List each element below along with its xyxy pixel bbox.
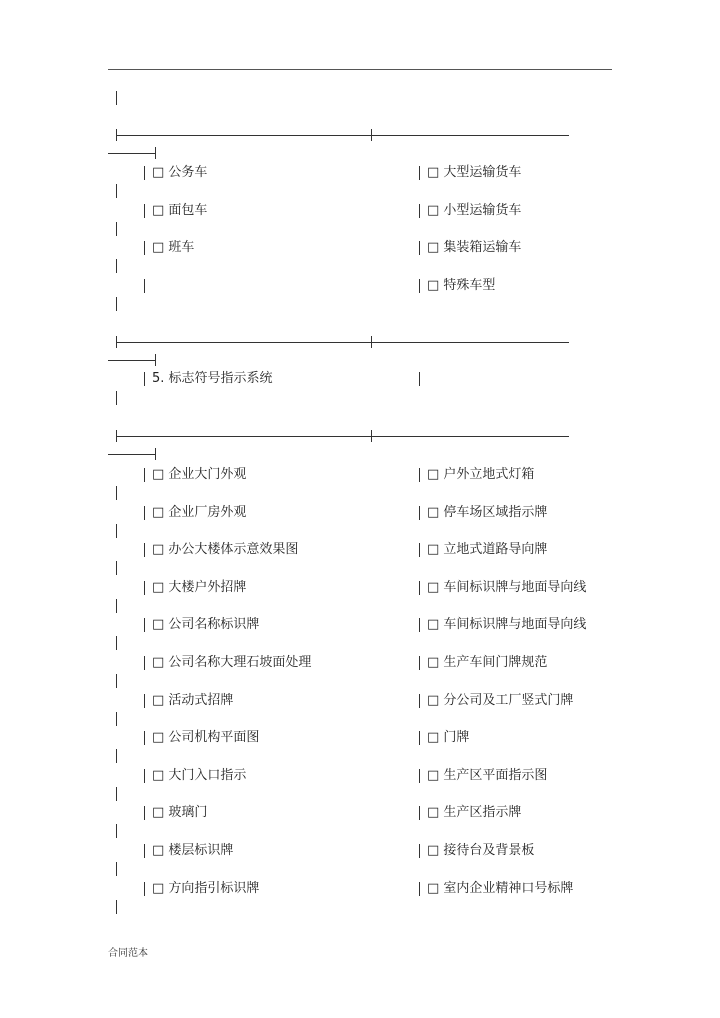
table-border-tick bbox=[155, 147, 156, 159]
row-border bbox=[116, 184, 117, 198]
table-cell-text: □ 公司名称标识牌 bbox=[152, 617, 260, 632]
row-border bbox=[116, 524, 117, 538]
table-cell-text: □ 公务车 bbox=[152, 165, 208, 180]
table-cell-text: □ 门牌 bbox=[427, 730, 470, 745]
cell-border bbox=[419, 506, 420, 520]
table-cell-text: □ 活动式招牌 bbox=[152, 693, 234, 708]
table-cell-text: □ 楼层标识牌 bbox=[152, 843, 234, 858]
cell-border bbox=[144, 581, 145, 595]
table-cell-text: □ 室内企业精神口号标牌 bbox=[427, 881, 574, 896]
cell-border bbox=[144, 204, 145, 218]
table-cell-text: □ 方向指引标识牌 bbox=[152, 881, 260, 896]
table-cell-text: □ 生产区平面指示图 bbox=[427, 768, 548, 783]
table-cell-text: □ 车间标识牌与地面导向线 bbox=[427, 580, 587, 595]
cell-border bbox=[419, 656, 420, 670]
table-cell-text: □ 办公大楼体示意效果图 bbox=[152, 542, 299, 557]
cell-border bbox=[419, 844, 420, 858]
row-border bbox=[116, 561, 117, 575]
table-cell-text: □ 特殊车型 bbox=[427, 278, 496, 293]
row-border bbox=[116, 222, 117, 236]
table-cell-text: □ 公司名称大理石坡面处理 bbox=[152, 655, 312, 670]
cell-border bbox=[144, 543, 145, 557]
cell-border bbox=[419, 166, 420, 180]
table-cell-text: □ 班车 bbox=[152, 240, 195, 255]
cell-border bbox=[144, 468, 145, 482]
table-cell-text: □ 玻璃门 bbox=[152, 805, 208, 820]
cell-border bbox=[419, 882, 420, 896]
cell-border bbox=[419, 806, 420, 820]
cell-border bbox=[144, 241, 145, 255]
table-cell-text: □ 大楼户外招牌 bbox=[152, 580, 247, 595]
footer-label: 合同范本 bbox=[108, 948, 148, 959]
table-cell-text: □ 大门入口指示 bbox=[152, 768, 247, 783]
table-border-line bbox=[116, 135, 569, 136]
row-border bbox=[116, 391, 117, 405]
table-cell-text: □ 小型运输货车 bbox=[427, 203, 522, 218]
row-border bbox=[116, 599, 117, 613]
table-border-tick bbox=[155, 354, 156, 366]
table-cell-text: □ 停车场区域指示牌 bbox=[427, 505, 548, 520]
row-border bbox=[116, 787, 117, 801]
cell-border bbox=[419, 731, 420, 745]
table-cell-text: □ 集装箱运输车 bbox=[427, 240, 522, 255]
cell-border bbox=[144, 844, 145, 858]
cell-border bbox=[419, 694, 420, 708]
table-border-line bbox=[108, 360, 156, 361]
cell-border bbox=[419, 241, 420, 255]
row-border bbox=[116, 636, 117, 650]
table-cell-text: □ 大型运输货车 bbox=[427, 165, 522, 180]
table-border-line bbox=[116, 436, 569, 437]
table-cell-text: □ 分公司及工厂竖式门牌 bbox=[427, 693, 574, 708]
table-cell-text: □ 企业厂房外观 bbox=[152, 505, 247, 520]
table-cell-text: □ 车间标识牌与地面导向线 bbox=[427, 617, 587, 632]
table-border-tick bbox=[371, 336, 372, 348]
table-cell-text: □ 立地式道路导向牌 bbox=[427, 542, 548, 557]
table-cell-text: □ 户外立地式灯箱 bbox=[427, 467, 535, 482]
cell-border bbox=[419, 372, 420, 386]
table-cell-text: □ 企业大门外观 bbox=[152, 467, 247, 482]
cell-border bbox=[144, 506, 145, 520]
row-border bbox=[116, 486, 117, 500]
table-cell-text: □ 面包车 bbox=[152, 203, 208, 218]
table-border-line bbox=[108, 153, 156, 154]
row-border bbox=[116, 749, 117, 763]
row-border bbox=[116, 259, 117, 273]
cell-border bbox=[419, 204, 420, 218]
cell-border bbox=[144, 882, 145, 896]
cell-border bbox=[144, 279, 145, 293]
table-cell-text: □ 生产区指示牌 bbox=[427, 805, 522, 820]
cell-border bbox=[419, 769, 420, 783]
cell-border bbox=[144, 618, 145, 632]
row-border bbox=[116, 674, 117, 688]
cell-border bbox=[144, 372, 145, 386]
row-border bbox=[116, 900, 117, 914]
table-border-tick bbox=[155, 448, 156, 460]
table-border-tick bbox=[371, 430, 372, 442]
table-cell-text: □ 接待台及背景板 bbox=[427, 843, 535, 858]
row-border bbox=[116, 91, 117, 105]
row-border bbox=[116, 297, 117, 311]
cell-border bbox=[144, 694, 145, 708]
cell-border bbox=[144, 806, 145, 820]
cell-border bbox=[419, 581, 420, 595]
cell-border bbox=[144, 656, 145, 670]
section-title: 5. 标志符号指示系统 bbox=[152, 371, 273, 386]
table-border-line bbox=[108, 454, 156, 455]
cell-border bbox=[419, 468, 420, 482]
row-border bbox=[116, 862, 117, 876]
cell-border bbox=[419, 618, 420, 632]
table-cell-text: □ 生产车间门牌规范 bbox=[427, 655, 548, 670]
cell-border bbox=[144, 731, 145, 745]
row-border bbox=[116, 712, 117, 726]
table-cell-text: □ 公司机构平面图 bbox=[152, 730, 260, 745]
cell-border bbox=[144, 769, 145, 783]
cell-border bbox=[144, 166, 145, 180]
cell-border bbox=[419, 543, 420, 557]
header-rule bbox=[108, 69, 612, 70]
table-border-tick bbox=[371, 129, 372, 141]
row-border bbox=[116, 824, 117, 838]
cell-border bbox=[419, 279, 420, 293]
table-border-line bbox=[116, 342, 569, 343]
